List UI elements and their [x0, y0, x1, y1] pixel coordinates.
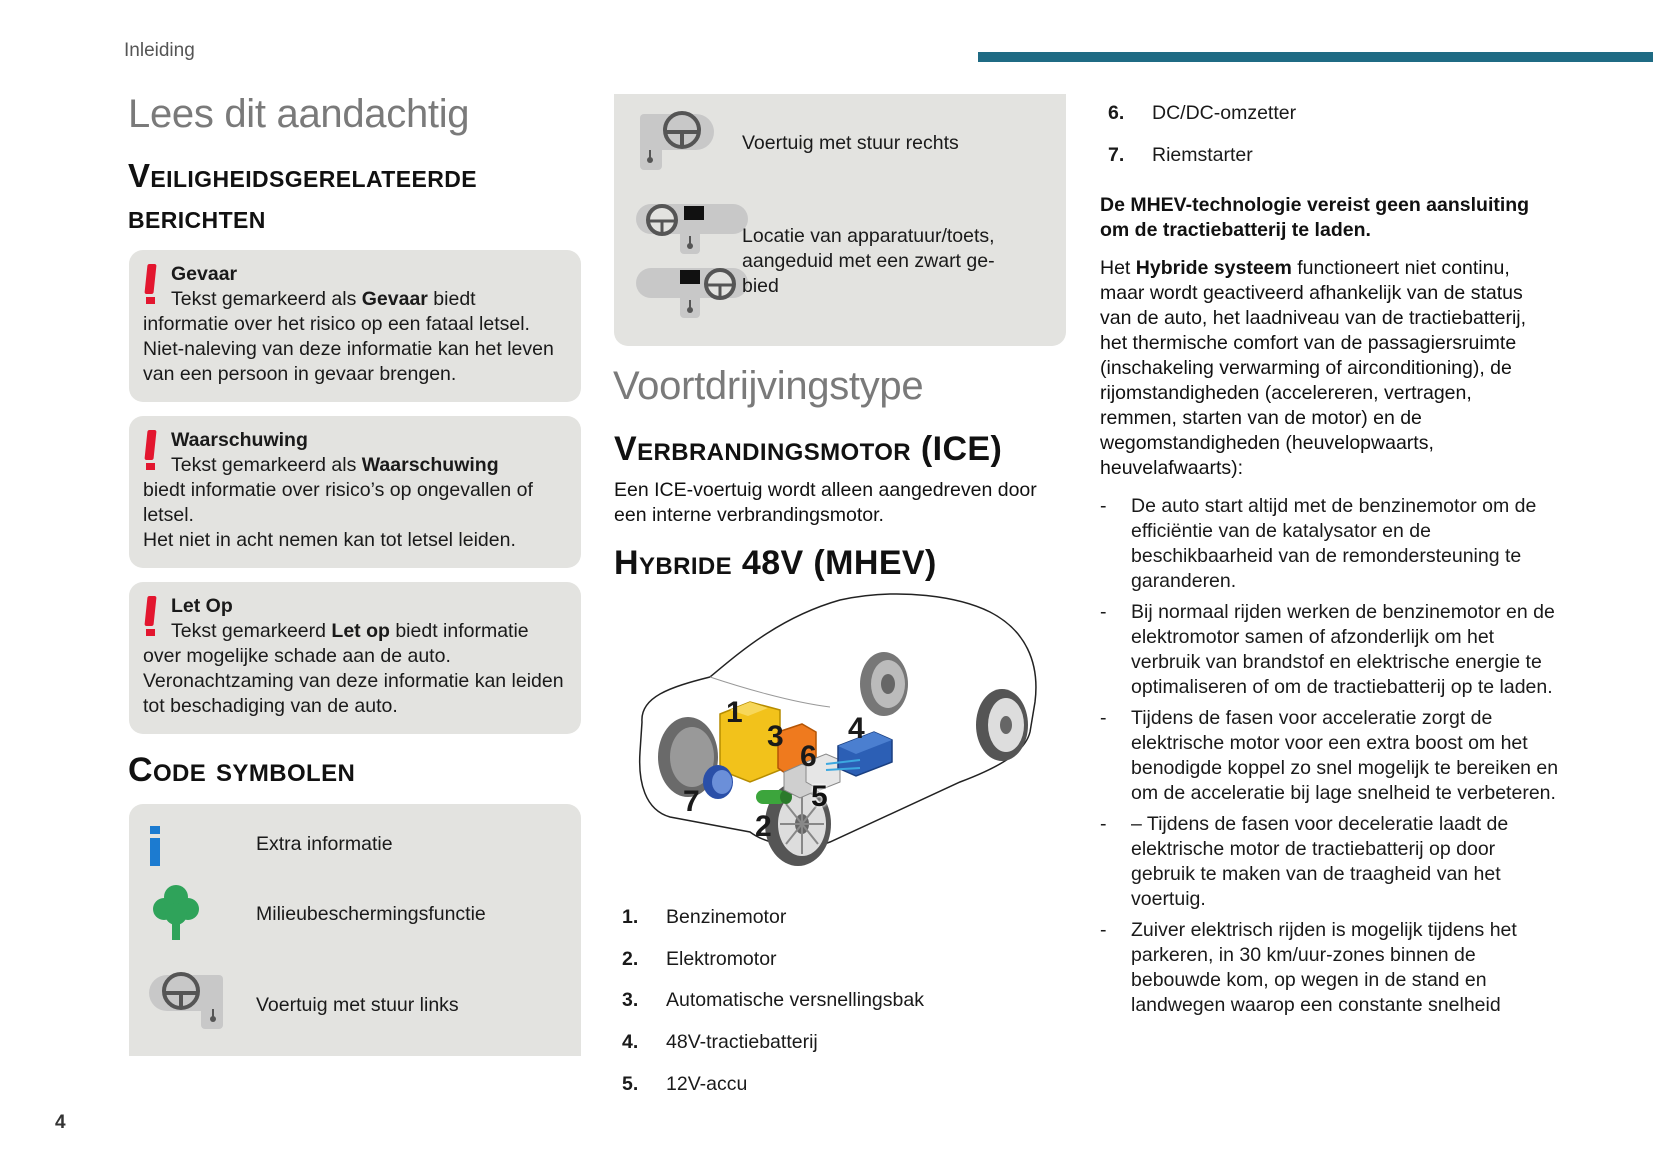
component-item [622, 989, 1042, 1015]
component-item [622, 1073, 1042, 1099]
list-item [1100, 706, 1560, 806]
running-header: Inleiding [124, 40, 195, 61]
bullet-marker: - [1100, 495, 1107, 517]
diagram-label-4: 4 [848, 712, 865, 745]
warning-box [129, 416, 581, 568]
caution-text-post: biedt informatie [389, 620, 529, 642]
caution-text-pre: Tekst gemarkeerd [171, 620, 332, 642]
symbol-label-location: Locatie van apparatuur/toets, aangeduid met een zwart ge-bied [742, 225, 995, 297]
caution-box [129, 582, 581, 734]
mhev-diagram [630, 592, 1050, 877]
dashboard-location-lhd-icon [636, 200, 748, 254]
list-item [1100, 812, 1560, 912]
component-number: 6. [1108, 102, 1125, 124]
component-item [1108, 102, 1528, 128]
diagram-label-1: 1 [726, 696, 743, 729]
warning-text-2: Het niet in acht nemen kan tot letsel leiden. [143, 529, 516, 551]
symbol-label-lhd: Voertuig met stuur links [256, 994, 459, 1016]
propulsion-title: Voortdrijvingstype [613, 364, 924, 408]
mhev-car-illustration [630, 592, 1050, 877]
bullet-marker: - [1100, 601, 1107, 623]
warning-text-bold: Waarschuwing [361, 454, 499, 476]
bullet-marker: - [1100, 919, 1107, 941]
hybrid-bullet-list [1100, 494, 1560, 1024]
component-label: Riemstarter [1152, 144, 1253, 166]
bullet-text: De auto start altijd met de benzinemotor om de efficiëntie van de katalysator en de beschikbaarheid van de remondersteuning te garanderen. [1131, 495, 1537, 592]
bullet-text: Zuiver elektrisch rijden is mogelijk tijdens het parkeren, in 30 km/uur-zones binnen de bebouwde kom, op wegen in de stand en landwegen waarop een constante snelheid [1131, 919, 1517, 1016]
symbols-heading: Code symbolen [128, 751, 356, 789]
component-label: DC/DC-omzetter [1152, 102, 1297, 124]
hybrid-intro-paragraph [1100, 256, 1550, 481]
component-label: Benzinemotor [666, 906, 787, 928]
bullet-marker: - [1100, 813, 1107, 835]
warning-text: biedt informatie over risico’s op ongevallen of letsel. [143, 479, 533, 526]
rear-wheel-far [860, 652, 908, 716]
belt-starter-block [703, 765, 733, 799]
rear-wheel-near [976, 689, 1028, 761]
mhev-heading: Hybride 48V (MHEV) [614, 544, 937, 582]
ice-description: Een ICE-voertuig wordt alleen aangedreven door een interne verbrandingsmotor. [614, 479, 1037, 526]
intro-text-pre: Het [1100, 257, 1136, 279]
steering-wheel-right-icon [636, 108, 714, 170]
dashboard-location-rhd-icon [636, 264, 748, 318]
electric-motor-block [756, 790, 792, 804]
component-label: Elektromotor [666, 948, 777, 970]
page-title: Lees dit aandachtig [128, 92, 470, 136]
list-item [1100, 918, 1560, 1018]
caution-text: over mogelijke schade aan de auto. Veronachtzaming van deze informatie kan leiden tot beschadiging van de auto. [143, 645, 564, 717]
symbol-label-info: Extra informatie [256, 833, 393, 855]
diagram-label-3: 3 [767, 720, 784, 753]
bullet-text: – Tijdens de fasen voor deceleratie laadt de elektrische motor de tractiebatterij op door gebruik te maken van de traagheid van het voertuig. [1131, 813, 1509, 910]
mhev-charging-note: De MHEV-technologie vereist geen aansluiting om de tractiebatterij te laden. [1100, 194, 1530, 241]
steering-wheel-left-icon [149, 969, 227, 1029]
component-item [622, 1031, 1042, 1057]
bullet-marker: - [1100, 707, 1107, 729]
caution-title: Let Op [171, 595, 233, 617]
diagram-label-2: 2 [755, 810, 772, 843]
component-number: 1. [622, 906, 639, 928]
bullet-text: Tijdens de fasen voor acceleratie zorgt de elektrische motor voor een extra boost om het benodigde koppel zo snel mogelijk te bereiken en om de acceleratie bij lage snelheid te verbeteren. [1131, 707, 1559, 804]
warning-title: Waarschuwing [171, 429, 308, 451]
symbols-box-continued [614, 94, 1066, 346]
page-number: 4 [55, 1112, 66, 1133]
component-label: Automatische versnellingsbak [666, 989, 924, 1011]
caution-text-bold: Let op [331, 620, 390, 642]
danger-text: informatie over het risico op een fataal letsel. Niet-naleving van deze informatie kan het leven van een persoon in gevaar brengen. [143, 313, 554, 385]
component-item [622, 906, 1042, 932]
diagram-label-5: 5 [811, 780, 828, 813]
list-item [1100, 600, 1560, 700]
safety-heading: Veiligheidsgerelateerde berichten [128, 157, 477, 236]
component-label: 48V-tractiebatterij [666, 1031, 818, 1053]
list-item [1100, 494, 1560, 594]
component-item [622, 948, 1042, 974]
component-item [1108, 144, 1528, 170]
component-number: 3. [622, 989, 639, 1011]
diagram-label-6: 6 [800, 740, 817, 773]
danger-box [129, 250, 581, 402]
symbol-label-eco: Milieubeschermingsfunctie [256, 903, 486, 925]
danger-title: Gevaar [171, 263, 238, 285]
component-label: 12V-accu [666, 1073, 748, 1095]
info-icon [147, 826, 163, 866]
warning-text-pre: Tekst gemarkeerd als [171, 454, 362, 476]
component-number: 2. [622, 948, 639, 970]
bullet-text: Bij normaal rijden werken de benzinemotor en de elektromotor samen of afzonderlijk om het verbruik van brandstof en elektrische energie te optimaliseren of om de tractiebatterij op te laden. [1131, 601, 1555, 698]
danger-text-pre: Tekst gemarkeerd als [171, 288, 362, 310]
tree-icon [153, 884, 199, 940]
ice-heading: Verbrandingsmotor (ICE) [614, 430, 1003, 468]
intro-text-post: functioneert niet continu, maar wordt geactiveerd afhankelijk van de status van de auto, het laadniveau van de tractiebatterij, het thermische comfort van de passagiersruimte (inschakeling verwarming of airconditioning), de rijomstandigheden (accelereren, vertragen, remmen, starten van de motor) en de wegomstandigheden (heuvelopwaarts, heuvelafwaarts): [1100, 257, 1527, 479]
diagram-label-7: 7 [683, 785, 700, 818]
symbols-box [129, 804, 581, 1056]
symbol-label-rhd: Voertuig met stuur rechts [742, 132, 959, 154]
header-accent-bar [978, 52, 1653, 62]
component-number: 5. [622, 1073, 639, 1095]
intro-text-bold: Hybride systeem [1135, 257, 1292, 279]
component-number: 4. [622, 1031, 639, 1053]
danger-text-bold: Gevaar [361, 288, 428, 310]
danger-text-post: biedt [427, 288, 476, 310]
component-number: 7. [1108, 144, 1125, 166]
